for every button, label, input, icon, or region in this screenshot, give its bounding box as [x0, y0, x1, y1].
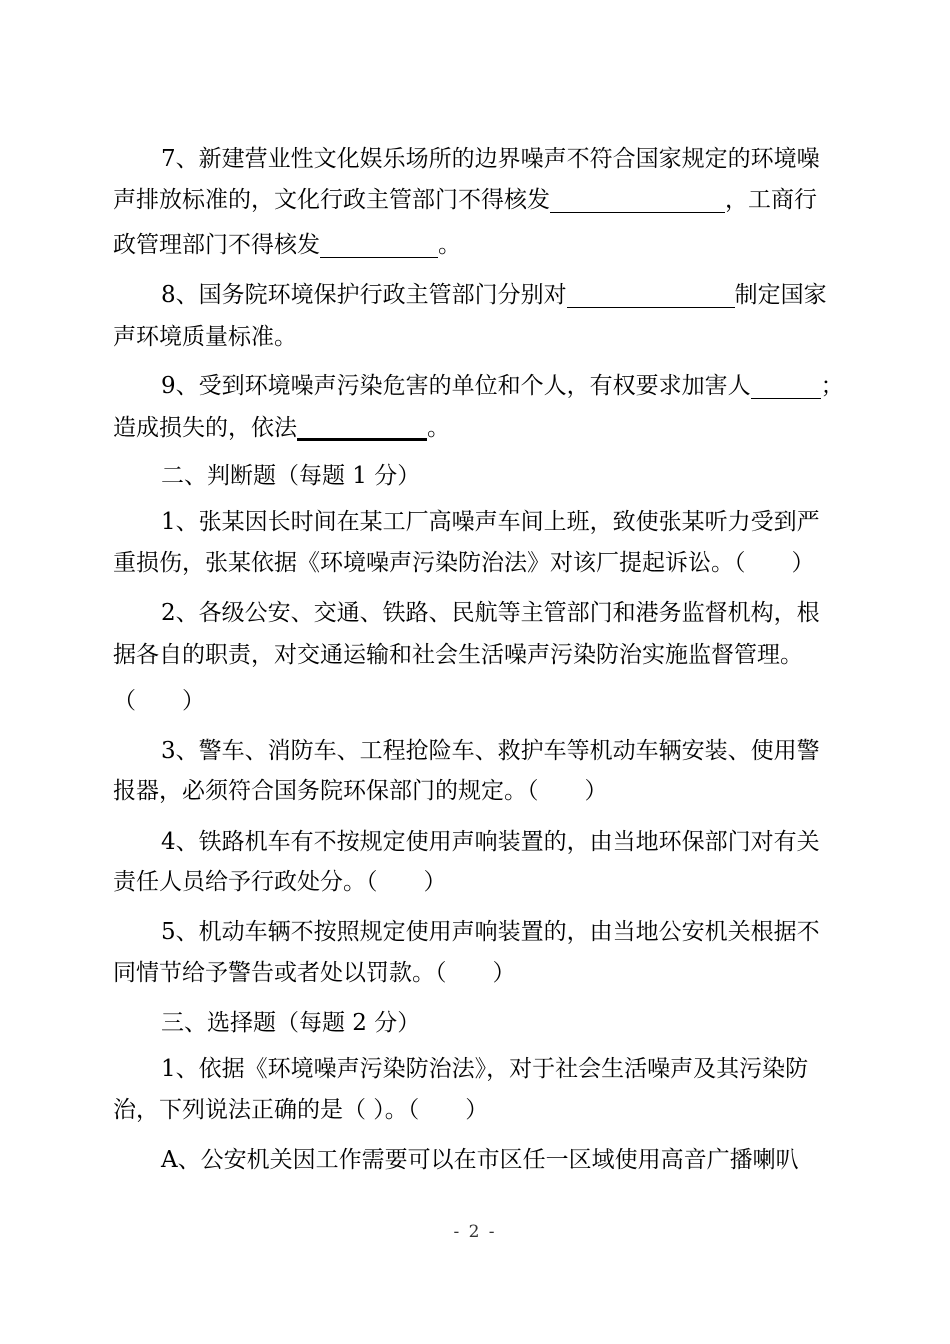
q7-line-1: 7、新建营业性文化娱乐场所的边界噪声不符合国家规定的环境噪	[161, 146, 820, 172]
q7-line-2-tail: ，工商行	[725, 187, 817, 213]
tf4-line-1: 4、铁路机车有不按规定使用声响装置的，由当地环保部门对有关	[161, 829, 820, 855]
q7-line-2-text: 声排放标准的，文化行政主管部门不得核发	[113, 187, 550, 213]
q7-blank-1[interactable]	[550, 186, 725, 213]
q9-line-1	[161, 369, 843, 403]
q7-blank-2[interactable]	[320, 231, 438, 258]
tf5-line-1: 5、机动车辆不按照规定使用声响装置的，由当地公安机关根据不	[161, 919, 820, 945]
tf3-line-1: 3、警车、消防车、工程抢险车、救护车等机动车辆安装、使用警	[161, 738, 820, 764]
q7-line-2	[113, 183, 843, 217]
tf2-line-1: 2、各级公安、交通、铁路、民航等主管部门和港务监督机构，根	[161, 600, 820, 626]
tf2-line-3: （ ）	[113, 688, 205, 714]
q9-line-2-tail: 。	[427, 415, 450, 441]
q8-blank-1[interactable]	[567, 281, 735, 308]
q9-blank-2[interactable]	[297, 412, 427, 441]
tf3-line-2: 报器，必须符合国务院环保部门的规定。（ ）	[113, 778, 608, 804]
q8-line-1	[161, 278, 843, 312]
q8-line-2: 声环境质量标准。	[113, 324, 297, 350]
tf1-line-1: 1、张某因长时间在某工厂高噪声车间上班，致使张某听力受到严	[161, 509, 820, 535]
section-3-heading: 三、选择题（每题 2 分）	[161, 1010, 421, 1036]
tf5-line-2: 同情节给予警告或者处以罚款。（ ）	[113, 960, 516, 986]
q7-line-3	[113, 228, 843, 262]
tf4-line-2: 责任人员给予行政处分。（ ）	[113, 869, 447, 895]
q7-line-3-text: 政管理部门不得核发	[113, 232, 320, 258]
mc1-line-1: 1、依据《环境噪声污染防治法》，对于社会生活噪声及其污染防	[161, 1056, 809, 1082]
tf2-line-2: 据各自的职责，对交通运输和社会生活噪声污染防治实施监督管理。	[113, 642, 803, 668]
q9-line-2	[113, 411, 843, 445]
q9-line-2-text: 造成损失的，依法	[113, 415, 297, 441]
section-2-heading: 二、判断题（每题 1 分）	[161, 463, 421, 489]
q9-line-1-tail: ；	[820, 373, 844, 399]
mc1-line-2: 治，下列说法正确的是（ ）。（ ）	[113, 1097, 489, 1123]
q9-blank-1[interactable]	[751, 372, 821, 399]
q9-line-1-text: 9、受到环境噪声污染危害的单位和个人，有权要求加害人	[161, 373, 751, 399]
tf1-line-2: 重损伤，张某依据《环境噪声污染防治法》对该厂提起诉讼。（ ）	[113, 550, 815, 576]
q8-line-1-text: 8、国务院环境保护行政主管部门分别对	[161, 282, 567, 308]
q7-line-3-tail: 。	[438, 232, 461, 258]
page-number: - 2 -	[453, 1222, 497, 1242]
q8-line-1-tail: 制定国家	[734, 282, 827, 308]
mc1-option-a: A、公安机关因工作需要可以在市区任一区域使用高音广播喇叭	[161, 1147, 799, 1173]
